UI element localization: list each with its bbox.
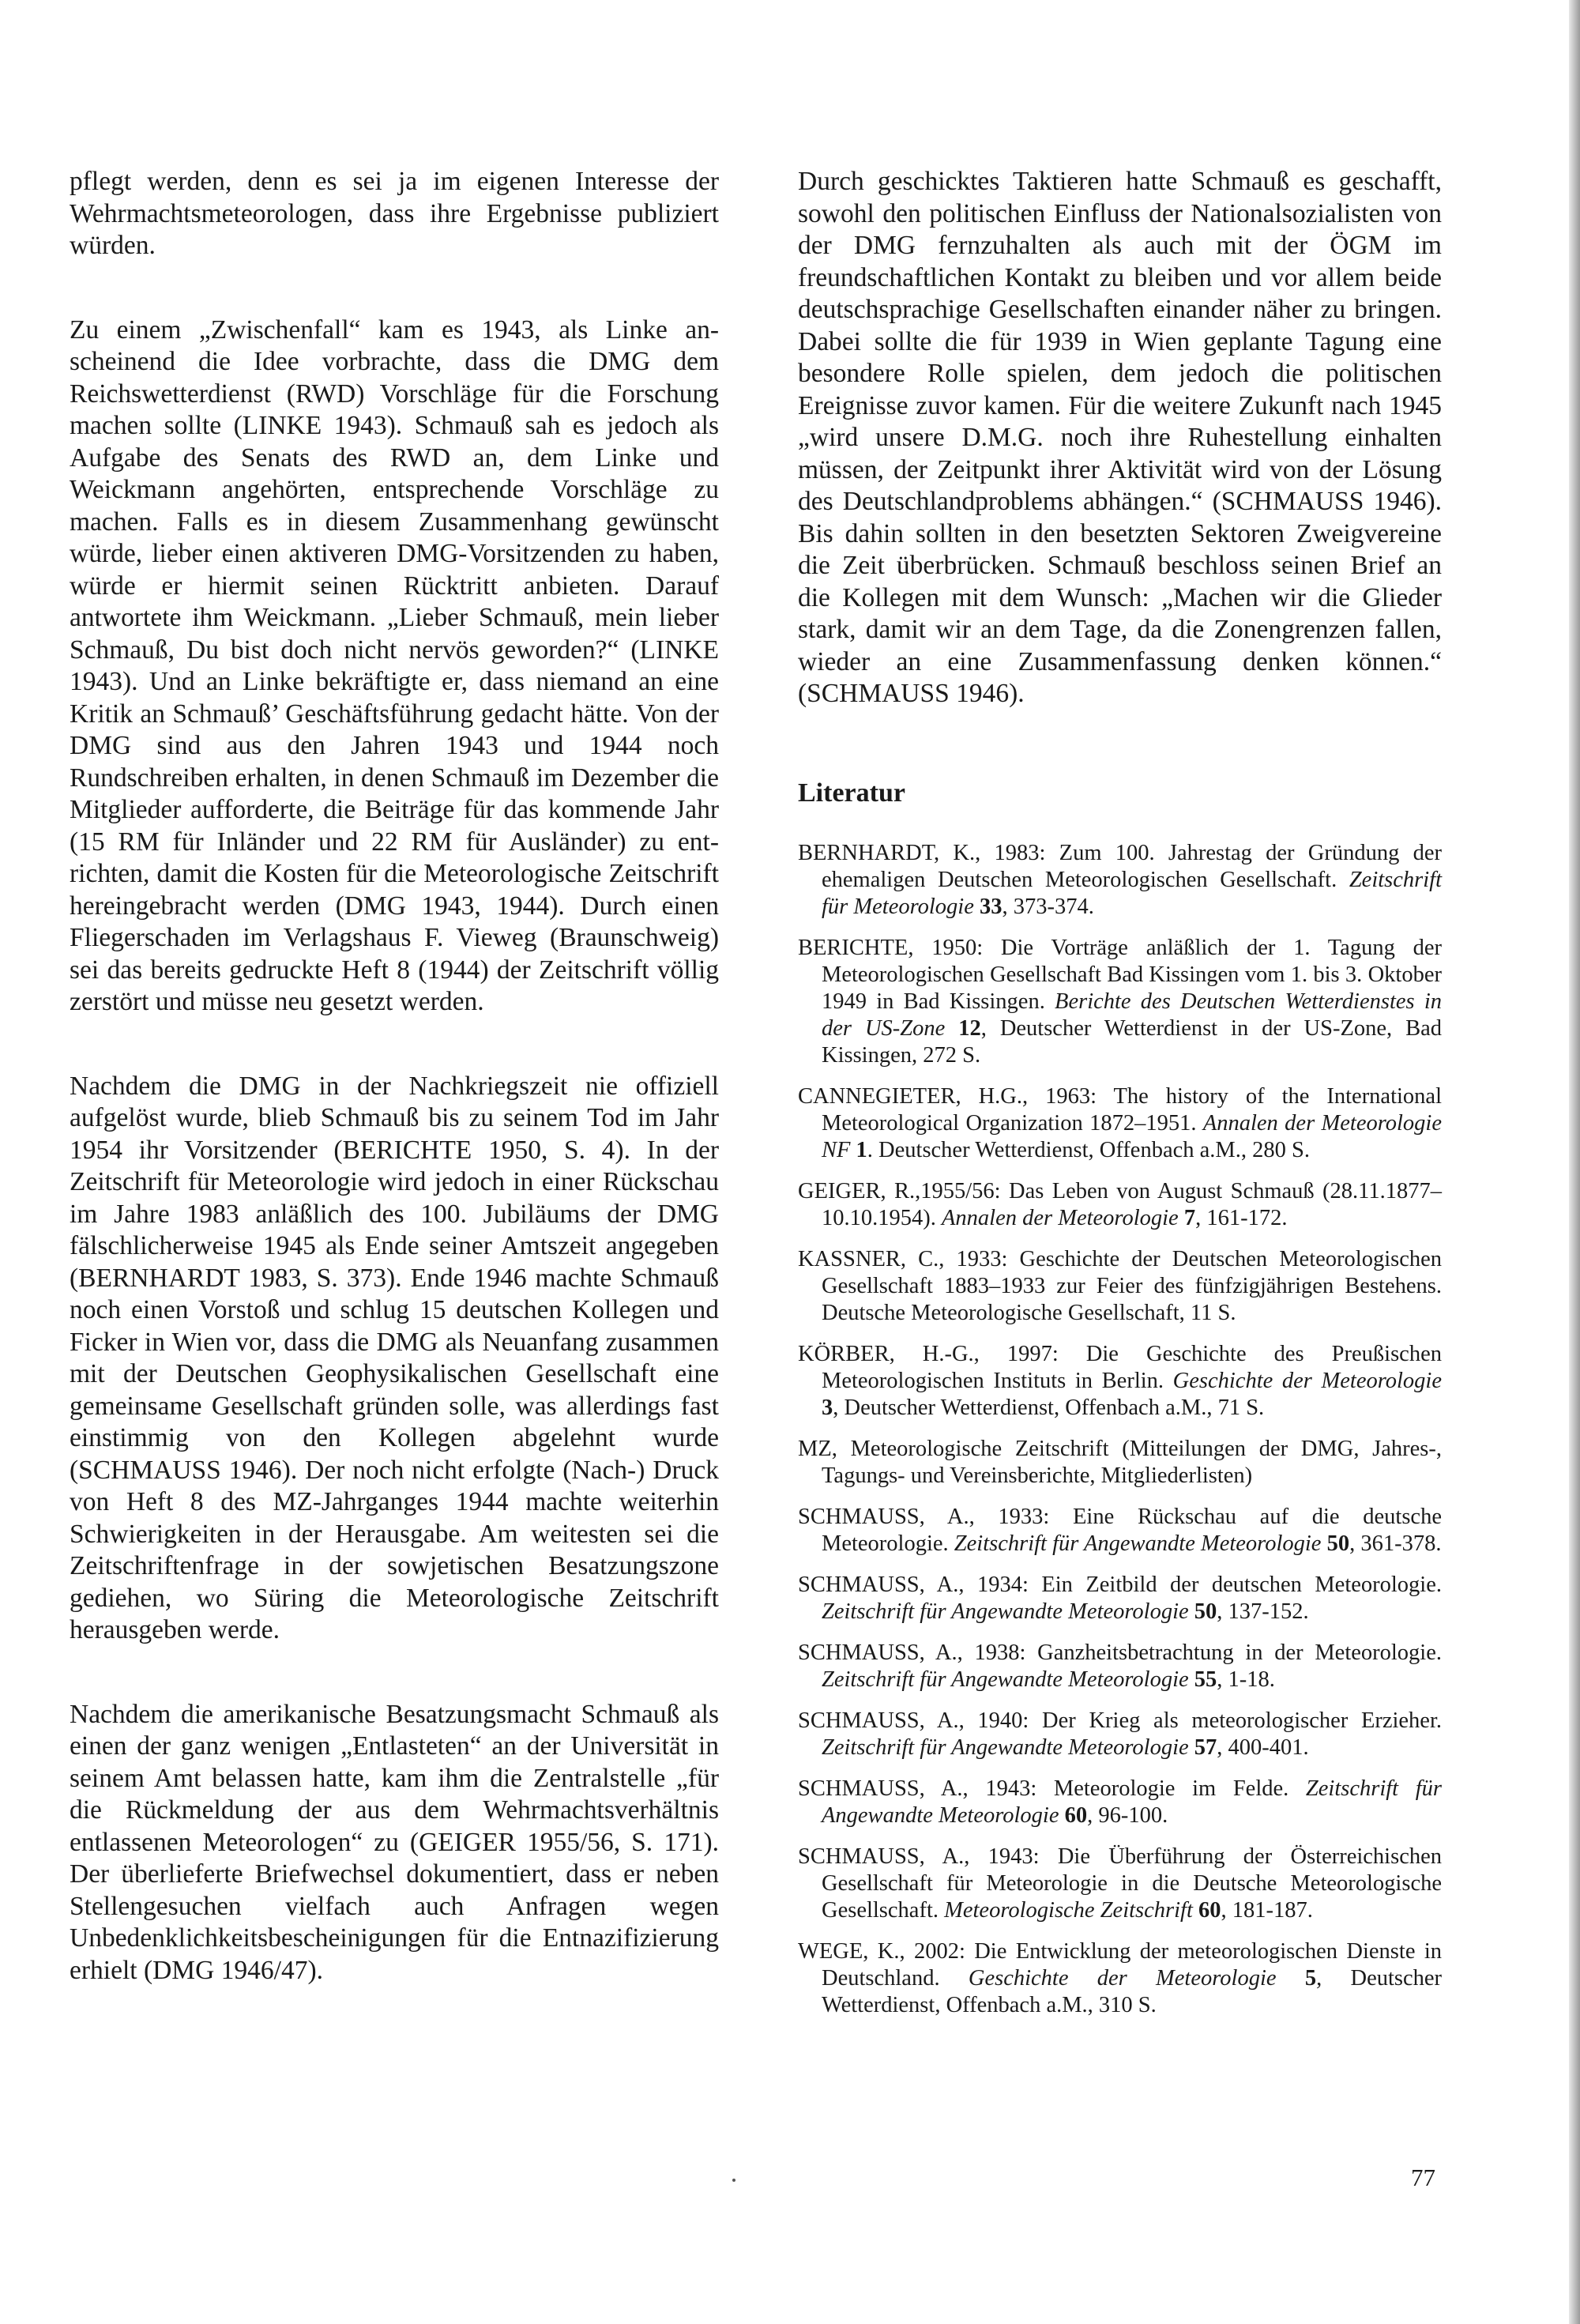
reference-text: GEIGER, R.,1955/56: Das Leben von August Schmauß (28.11.1877–10.10.1954). — [798, 1178, 1442, 1230]
reference-pages: . Deutscher Wetterdienst, Offenbach a.M., 280 S. — [867, 1137, 1310, 1162]
reference-volume: 12 — [958, 1015, 981, 1041]
reference-text: KÖRBER, H.-G., 1997: Die Geschichte des Preußischen Meteorologischen Instituts in Berlin. — [798, 1341, 1442, 1393]
paragraph: pflegt werden, denn es sei ja im eigenen Interesse der Wehrmachtsmeteorologen, dass ihre Ergebnisse publiziert würden. — [70, 167, 719, 260]
reference-entry — [798, 1341, 1442, 1422]
page-number: 77 — [1411, 2164, 1435, 2191]
reference-volume: 60 — [1198, 1897, 1221, 1923]
reference-text: SCHMAUSS, A., 1933: Eine Rückschau auf die deutsche Meteorologie. — [798, 1504, 1442, 1556]
reference-text: CANNEGIETER, H.G., 1963: The history of the International Meteorological Organization 1872–1951. — [798, 1083, 1442, 1136]
reference-pages: , 161-172. — [1195, 1205, 1288, 1230]
reference-pages: , 361-378. — [1349, 1531, 1442, 1556]
reference-volume: 33 — [980, 894, 1003, 919]
reference-pages: , 373-374. — [1002, 894, 1094, 919]
reference-volume: 60 — [1064, 1802, 1088, 1828]
reference-pages: , 137-152. — [1217, 1599, 1309, 1624]
reference-volume: 3 — [822, 1395, 833, 1420]
paragraph: Nachdem die DMG in der Nachkriegszeit nie offiziell aufgelöst wurde, blieb Schmauß bis zu seinem Tod im Jahr 1954 ihr Vorsitzender (BERICHTE 1950, S. 4). In der Zeitschrift für Meteorologie wird jedoch in einer Rückschau im Jahre 1983 anläßlich des 100. Jubiläums der DMG fälschlicherweise 1945 als Ende seiner Amtszeit angegeben (BERNHARDT 1983, S. 373). Ende 1946 machte Schmauß noch einen Vorstoß und schlug 15 deutschen Kollegen und Ficker in Wien vor, dass die DMG als Neuanfang zusammen mit der Deutschen Geophysikalischen Gesellschaft eine gemeinsame Gesellschaft gründen solle, was allerdings fast einstimmig von den Kollegen abgelehnt wurde (SCHMAUSS 1946). Der noch nicht erfolgte (Nach-) Druck von Heft 8 des MZ-Jahrganges 1944 machte weiterhin Schwierigkeiten in der Herausgabe. Am weitesten sei die Zeitschriftenfrage in der sowjetischen Besatzungszone gediehen, wo Süring die Meteorologische Zeitschrift herausgeben werde. — [70, 1071, 719, 1644]
reference-text: SCHMAUSS, A., 1938: Ganzheitsbetrachtung in der Meteorologie. — [798, 1640, 1442, 1665]
reference-pages: , 96-100. — [1087, 1802, 1168, 1828]
reference-pages: , Deutscher Wetterdienst in der US-Zone, Bad Kissingen, 272 S. — [822, 1015, 1442, 1068]
reference-entry — [798, 1178, 1442, 1232]
reference-journal: Annalen der Meteorologie NF — [822, 1110, 1442, 1162]
reference-text: SCHMAUSS, A., 1943: Meteorologie im Felde. — [798, 1776, 1306, 1801]
reference-entry — [798, 1776, 1442, 1829]
reference-volume: 7 — [1183, 1205, 1196, 1230]
reference-list — [798, 840, 1442, 2019]
reference-entry — [798, 1572, 1442, 1625]
reference-pages: , Deutscher Wetterdienst, Offenbach a.M., 310 S. — [822, 1965, 1443, 2017]
reference-pages: , 181-187. — [1221, 1897, 1313, 1923]
reference-volume: 1 — [856, 1137, 867, 1162]
reference-text: BERNHARDT, K., 1983: Zum 100. Jahrestag der Gründung der ehemaligen Deutschen Meteorologischen Gesellschaft. — [798, 840, 1442, 892]
reference-journal: Meteorologische Zeitschrift — [944, 1897, 1193, 1923]
reference-text: SCHMAUSS, A., 1943: Die Überführung der Österreichischen Gesellschaft für Meteorologie in die Deutsche Meteorologische Gesellschaft. — [798, 1844, 1442, 1923]
reference-volume: 5 — [1304, 1965, 1317, 1991]
reference-journal: Zeitschrift für Angewandte Meteorologie — [822, 1776, 1443, 1828]
reference-volume: 50 — [1326, 1531, 1350, 1556]
reference-volume: 57 — [1194, 1735, 1217, 1760]
reference-text: MZ, Meteorologische Zeitschrift (Mitteilungen der DMG, Jahres-, Tagungs- und Vereinsberichte, Mitgliederlisten) — [798, 1436, 1442, 1488]
reference-entry — [798, 1504, 1442, 1557]
reference-entry — [798, 1246, 1442, 1327]
paragraph: Zu einem „Zwischenfall“ kam es 1943, als Linke anscheinend die Idee vorbrachte, dass die DMG dem Reichswetterdienst (RWD) Vorschläge für die Forschung machen sollte (LINKE 1943). Schmauß sah es jedoch als Aufgabe des Senats des RWD an, dem Linke und Weickmann angehörten, entsprechende Vorschläge zu machen. Falls es in diesem Zusammenhang gewünscht würde, lieber einen aktiveren DMG-Vorsitzenden zu haben, würde er hiermit seinen Rücktritt anbieten. Darauf antwortete ihm Weickmann. „Lieber Schmauß, mein lieber Schmauß, Du bist doch nicht nervös geworden?“ (LINKE 1943). Und an Linke bekräftigte er, dass niemand an eine Kritik an Schmauß’ Geschäftsführung gedacht hätte. Von der DMG sind aus den Jahren 1943 und 1944 noch Rundschreiben erhalten, in denen Schmauß im Dezember die Mitglieder aufforderte, die Beiträge für das kommende Jahr (15 RM für Inländer und 22 RM für Ausländer) zu entrichten, damit die Kosten für die Meteorologische Zeitschrift hereingebracht werden (DMG 1943, 1944). Durch einen Fliegerschaden im Verlagshaus F. Vieweg (Braunschweig) sei das bereits gedruckte Heft 8 (1944) der Zeitschrift völlig zerstört und müsse neu gesetzt werden. — [70, 315, 719, 1016]
reference-entry — [798, 1436, 1442, 1490]
reference-pages: , 1-18. — [1217, 1667, 1275, 1692]
reference-journal: Zeitschrift für Angewandte Meteorologie — [822, 1735, 1189, 1760]
reference-entry — [798, 1844, 1442, 1924]
reference-journal: Zeitschrift für Angewandte Meteorologie — [954, 1531, 1322, 1556]
left-column — [70, 166, 719, 2039]
reference-volume: 55 — [1194, 1667, 1217, 1692]
reference-journal: Annalen der Meteorologie — [942, 1205, 1179, 1230]
reference-text: KASSNER, C., 1933: Geschichte der Deutschen Meteorologischen Gesellschaft 1883–1933 zur Feier des fünfzigjährigen Bestehens. Deutsche Meteorologische Gesellschaft, 11 S. — [798, 1246, 1442, 1325]
page-edge — [1569, 0, 1580, 2324]
reference-entry — [798, 1083, 1442, 1164]
reference-entry — [798, 935, 1442, 1069]
reference-volume: 50 — [1194, 1599, 1217, 1624]
literature-heading: Literatur — [798, 778, 905, 808]
reference-pages: , 400-401. — [1217, 1735, 1309, 1760]
reference-entry — [798, 1938, 1442, 2019]
reference-entry — [798, 1640, 1442, 1693]
reference-journal: Geschichte der Meteorologie — [1172, 1368, 1443, 1393]
reference-pages: , Deutscher Wetterdienst, Offenbach a.M., 71 S. — [833, 1395, 1265, 1420]
reference-text: SCHMAUSS, A., 1940: Der Krieg als meteorologischer Erzieher. — [798, 1708, 1442, 1733]
reference-text: BERICHTE, 1950: Die Vorträge anläßlich der 1. Tagung der Meteorologischen Gesellschaft Bad Kissingen vom 1. bis 3. Oktober 1949 in Bad Kissingen. — [798, 935, 1442, 1014]
reference-journal: Zeitschrift für Angewandte Meteorologie — [822, 1599, 1189, 1624]
reference-entry — [798, 840, 1442, 921]
reference-journal: Berichte des Deutschen Wetterdienstes in der US-Zone — [822, 989, 1442, 1041]
reference-entry — [798, 1708, 1442, 1761]
reference-journal: Zeitschrift für Angewandte Meteorologie — [822, 1667, 1189, 1692]
reference-journal: Geschichte der Meteorologie — [968, 1965, 1277, 1991]
reference-text: WEGE, K., 2002: Die Entwicklung der meteorologischen Dienste in Deutschland. — [798, 1938, 1442, 1991]
reference-text: SCHMAUSS, A., 1934: Ein Zeitbild der deutschen Meteorologie. — [798, 1572, 1442, 1597]
reference-journal: Zeitschrift für Meteorologie — [822, 867, 1442, 919]
right-column — [798, 166, 1442, 2033]
paragraph: Nachdem die amerikanische Besatzungsmacht Schmauß als einen der ganz wenigen „Entlasteten“ an der Universität in seinem Amt belassen hatte, kam ihm die Zentralstelle „für die Rückmeldung der aus dem Wehrmachtsverhältnis entlassenen Meteorologen“ zu (GEIGER 1955/56, S. 171). Der überlieferte Briefwechsel dokumentiert, dass er neben Stellengesuchen vielfach auch Anfragen wegen Unbedenklichkeitsbescheinigungen für die Entnazifizierung erhielt (DMG 1946/47). — [70, 1699, 719, 1985]
paragraph: Durch geschicktes Taktieren hatte Schmauß es geschafft, sowohl den politischen Einfluss der Nationalsozialisten von der DMG fernzuhalten als auch mit der ÖGM im freundschaftlichen Kontakt zu bleiben und vor allem beide deutschsprachige Gesellschaften einander näher zu bringen. Dabei sollte die für 1939 in Wien geplante Tagung eine besondere Rolle spielen, dem jedoch die politischen Ereignisse zuvor kamen. Für die weitere Zukunft nach 1945 „wird unsere D.M.G. noch ihre Ruhestellung einhalten müssen, der Zeitpunkt ihrer Aktivität wird von der Lösung des Deutschlandproblems abhängen.“ (SCHMAUSS 1946). Bis dahin sollten in den besetzten Sektoren Zweigvereine die Zeit überbrücken. Schmauß beschloss seinen Brief an die Kollegen mit dem Wunsch: „Machen wir die Glieder stark, damit wir an dem Tage, da die Zonengrenzen fallen, wieder an eine Zusammenfassung denken können.“ (SCHMAUSS 1946). — [798, 167, 1442, 708]
stray-dot — [732, 2179, 735, 2182]
